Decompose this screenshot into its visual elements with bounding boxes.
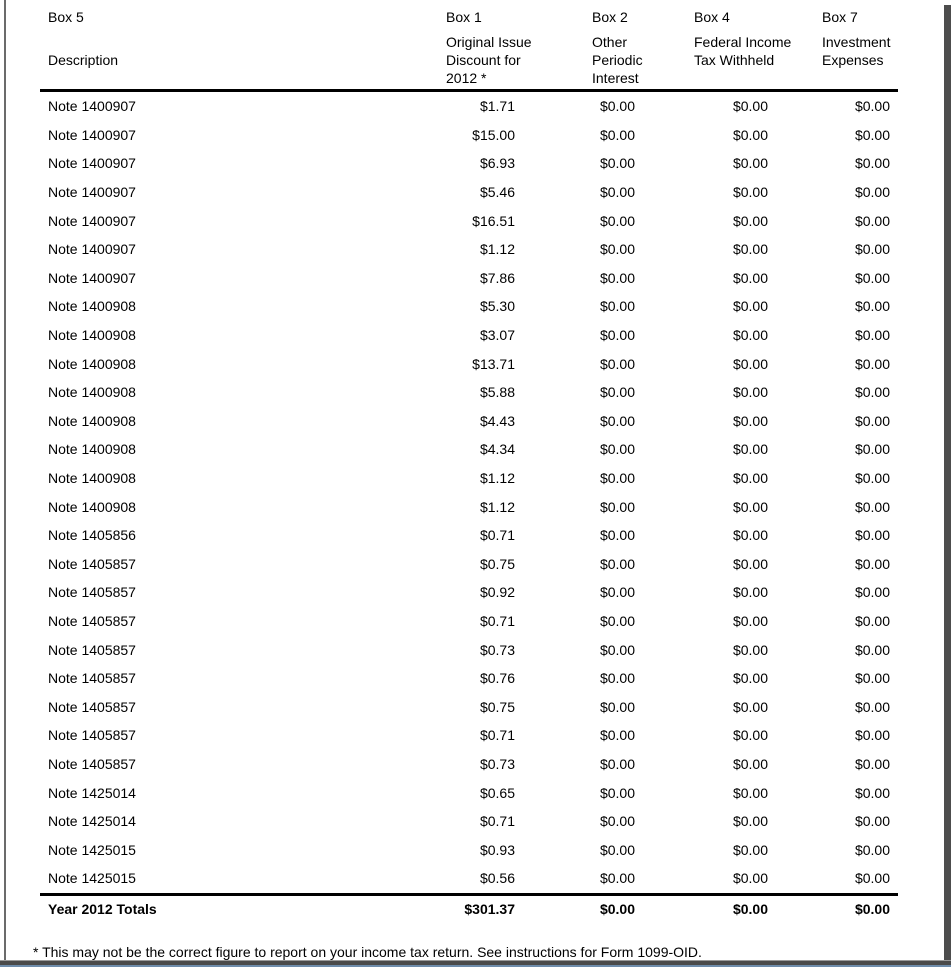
row-box2-value: $0.00 (599, 384, 635, 401)
row-box4-value: $0.00 (732, 212, 768, 229)
row-description: Note 1400907 (48, 155, 136, 172)
row-box4-value: $0.00 (732, 384, 768, 401)
row-box1-value: $7.86 (479, 269, 515, 286)
row-description: Note 1405857 (48, 555, 136, 572)
table-row (40, 464, 898, 493)
row-box7-value: $0.00 (854, 470, 890, 487)
row-description: Note 1400908 (48, 470, 136, 487)
row-box1-value: $1.12 (479, 470, 515, 487)
header-box7-label: Box 7 (822, 9, 858, 25)
row-box7-value: $0.00 (854, 670, 890, 687)
row-box4-value: $0.00 (732, 355, 768, 372)
row-box4-value: $0.00 (732, 298, 768, 315)
header-box2-line2: Periodic (592, 52, 643, 68)
row-box2-value: $0.00 (599, 155, 635, 172)
row-box2-value: $0.00 (599, 727, 635, 744)
row-description: Note 1400907 (48, 126, 136, 143)
row-box7-value: $0.00 (854, 698, 890, 715)
row-box1-value: $5.30 (479, 298, 515, 315)
row-box2-value: $0.00 (599, 241, 635, 258)
row-box2-value: $0.00 (599, 184, 635, 201)
row-box1-value: $0.71 (479, 612, 515, 629)
totals-box1-value: $301.37 (464, 900, 515, 917)
row-box4-value: $0.00 (732, 155, 768, 172)
row-box2-value: $0.00 (599, 412, 635, 429)
row-box1-value: $13.71 (472, 355, 515, 372)
row-box4-value: $0.00 (732, 612, 768, 629)
row-box1-value: $15.00 (472, 126, 515, 143)
row-box4-value: $0.00 (732, 241, 768, 258)
table-row (40, 235, 898, 264)
row-box7-value: $0.00 (854, 641, 890, 658)
row-box4-value: $0.00 (732, 327, 768, 344)
row-box4-value: $0.00 (732, 412, 768, 429)
totals-box2-value: $0.00 (599, 900, 635, 917)
header-box4 (694, 0, 822, 89)
table-row (40, 407, 898, 436)
row-box2-value: $0.00 (599, 584, 635, 601)
row-box2-value: $0.00 (599, 126, 635, 143)
header-box7-line1: Investment (822, 34, 891, 50)
row-box7-value: $0.00 (854, 212, 890, 229)
row-box7-value: $0.00 (854, 527, 890, 544)
row-box1-value: $0.76 (479, 670, 515, 687)
row-box4-value: $0.00 (732, 584, 768, 601)
totals-box4-value: $0.00 (732, 900, 768, 917)
row-box2-value: $0.00 (599, 555, 635, 572)
header-box7 (822, 0, 898, 89)
row-box7-value: $0.00 (854, 241, 890, 258)
table-row (40, 321, 898, 350)
header-box1-label: Box 1 (446, 9, 482, 25)
row-box7-value: $0.00 (854, 813, 890, 830)
row-box2-value: $0.00 (599, 841, 635, 858)
row-box1-value: $3.07 (479, 327, 515, 344)
row-box2-value: $0.00 (599, 498, 635, 515)
table-row (40, 521, 898, 550)
table-row (40, 178, 898, 207)
row-box4-value: $0.00 (732, 269, 768, 286)
row-box1-value: $0.73 (479, 755, 515, 772)
row-box2-value: $0.00 (599, 870, 635, 887)
row-box7-value: $0.00 (854, 727, 890, 744)
header-description (40, 0, 446, 89)
table-row (40, 578, 898, 607)
row-description: Note 1400907 (48, 241, 136, 258)
oid-statement-table (40, 0, 898, 922)
header-box1-line3: 2012 * (446, 70, 487, 86)
row-box4-value: $0.00 (732, 670, 768, 687)
header-box4-label: Box 4 (694, 9, 730, 25)
row-description: Note 1405857 (48, 755, 136, 772)
vertical-scrollbar[interactable] (944, 5, 951, 967)
header-box5-label: Box 5 (48, 9, 84, 25)
table-body (40, 92, 898, 893)
row-box2-value: $0.00 (599, 98, 635, 115)
row-description: Note 1400907 (48, 98, 136, 115)
header-box4-line1: Federal Income (694, 34, 792, 50)
row-box2-value: $0.00 (599, 755, 635, 772)
row-box7-value: $0.00 (854, 498, 890, 515)
row-description: Note 1405857 (48, 670, 136, 687)
row-box2-value: $0.00 (599, 698, 635, 715)
row-box2-value: $0.00 (599, 441, 635, 458)
row-box2-value: $0.00 (599, 527, 635, 544)
table-row (40, 807, 898, 836)
row-box2-value: $0.00 (599, 327, 635, 344)
row-box7-value: $0.00 (854, 441, 890, 458)
table-row (40, 607, 898, 636)
row-box4-value: $0.00 (732, 813, 768, 830)
row-box7-value: $0.00 (854, 555, 890, 572)
table-row (40, 778, 898, 807)
table-row (40, 92, 898, 121)
row-box7-value: $0.00 (854, 269, 890, 286)
row-description: Note 1405857 (48, 641, 136, 658)
header-box7-line2: Expenses (822, 52, 884, 68)
row-box7-value: $0.00 (854, 327, 890, 344)
row-box1-value: $1.71 (479, 98, 515, 115)
row-box4-value: $0.00 (732, 527, 768, 544)
row-box1-value: $5.46 (479, 184, 515, 201)
table-row (40, 664, 898, 693)
header-box1-line2: Discount for (446, 52, 521, 68)
row-box7-value: $0.00 (854, 612, 890, 629)
row-box7-value: $0.00 (854, 412, 890, 429)
totals-label: Year 2012 Totals (48, 900, 157, 917)
row-box7-value: $0.00 (854, 755, 890, 772)
row-description: Note 1425015 (48, 870, 136, 887)
table-row (40, 492, 898, 521)
row-box2-value: $0.00 (599, 298, 635, 315)
row-description: Note 1400907 (48, 212, 136, 229)
row-description: Note 1400908 (48, 441, 136, 458)
footnote-text: * This may not be the correct figure to report on your income tax return. See instructions for Form 1099-OID. (33, 944, 702, 960)
row-box1-value: $0.75 (479, 555, 515, 572)
table-row (40, 435, 898, 464)
row-box4-value: $0.00 (732, 126, 768, 143)
row-box1-value: $0.93 (479, 841, 515, 858)
table-row (40, 121, 898, 150)
row-box1-value: $0.75 (479, 698, 515, 715)
header-box2-label: Box 2 (592, 9, 628, 25)
row-box2-value: $0.00 (599, 612, 635, 629)
header-box4-line2: Tax Withheld (694, 52, 775, 68)
table-row (40, 550, 898, 579)
row-box7-value: $0.00 (854, 384, 890, 401)
row-box4-value: $0.00 (732, 184, 768, 201)
row-box1-value: $0.65 (479, 784, 515, 801)
row-box2-value: $0.00 (599, 212, 635, 229)
row-box2-value: $0.00 (599, 269, 635, 286)
row-box7-value: $0.00 (854, 584, 890, 601)
row-box2-value: $0.00 (599, 355, 635, 372)
table-row (40, 264, 898, 293)
window-left-border (4, 0, 6, 960)
row-box1-value: $16.51 (472, 212, 515, 229)
row-description: Note 1400908 (48, 412, 136, 429)
table-row (40, 750, 898, 779)
row-box7-value: $0.00 (854, 155, 890, 172)
row-description: Note 1405857 (48, 727, 136, 744)
table-row (40, 149, 898, 178)
row-box1-value: $0.56 (479, 870, 515, 887)
row-box1-value: $0.71 (479, 527, 515, 544)
totals-row (40, 896, 898, 922)
row-box1-value: $5.88 (479, 384, 515, 401)
row-box4-value: $0.00 (732, 441, 768, 458)
table-row (40, 692, 898, 721)
row-box1-value: $4.43 (479, 412, 515, 429)
row-box4-value: $0.00 (732, 784, 768, 801)
row-description: Note 1405857 (48, 584, 136, 601)
row-box2-value: $0.00 (599, 470, 635, 487)
row-box7-value: $0.00 (854, 184, 890, 201)
row-box2-value: $0.00 (599, 784, 635, 801)
row-description: Note 1405857 (48, 698, 136, 715)
header-box1 (446, 0, 592, 89)
row-box7-value: $0.00 (854, 355, 890, 372)
row-box1-value: $0.92 (479, 584, 515, 601)
row-box7-value: $0.00 (854, 870, 890, 887)
row-box4-value: $0.00 (732, 498, 768, 515)
row-box2-value: $0.00 (599, 813, 635, 830)
row-description: Note 1425014 (48, 813, 136, 830)
table-row (40, 206, 898, 235)
header-box2-line3: Interest (592, 70, 639, 86)
row-description: Note 1405856 (48, 527, 136, 544)
table-header (40, 0, 898, 89)
row-description: Note 1425014 (48, 784, 136, 801)
row-box1-value: $0.73 (479, 641, 515, 658)
row-description: Note 1400908 (48, 355, 136, 372)
row-box4-value: $0.00 (732, 727, 768, 744)
row-box4-value: $0.00 (732, 698, 768, 715)
header-description-label: Description (48, 52, 119, 68)
row-box7-value: $0.00 (854, 784, 890, 801)
row-box4-value: $0.00 (732, 641, 768, 658)
row-box1-value: $4.34 (479, 441, 515, 458)
row-box1-value: $1.12 (479, 498, 515, 515)
table-row (40, 635, 898, 664)
row-description: Note 1400908 (48, 498, 136, 515)
row-box4-value: $0.00 (732, 98, 768, 115)
row-description: Note 1400907 (48, 184, 136, 201)
table-row (40, 835, 898, 864)
row-box2-value: $0.00 (599, 641, 635, 658)
row-box4-value: $0.00 (732, 555, 768, 572)
row-description: Note 1425015 (48, 841, 136, 858)
row-box2-value: $0.00 (599, 670, 635, 687)
header-box2-line1: Other (592, 34, 628, 50)
header-box1-line1: Original Issue (446, 34, 532, 50)
table-row (40, 721, 898, 750)
row-box1-value: $6.93 (479, 155, 515, 172)
row-box4-value: $0.00 (732, 841, 768, 858)
row-box7-value: $0.00 (854, 841, 890, 858)
row-box1-value: $0.71 (479, 727, 515, 744)
row-description: Note 1400908 (48, 384, 136, 401)
window-bottom-border (0, 960, 951, 967)
row-description: Note 1400908 (48, 298, 136, 315)
row-description: Note 1400907 (48, 269, 136, 286)
table-row (40, 864, 898, 893)
row-box7-value: $0.00 (854, 298, 890, 315)
row-box4-value: $0.00 (732, 470, 768, 487)
row-description: Note 1400908 (48, 327, 136, 344)
row-box4-value: $0.00 (732, 755, 768, 772)
row-box1-value: $0.71 (479, 813, 515, 830)
table-row (40, 292, 898, 321)
row-box7-value: $0.00 (854, 98, 890, 115)
table-row (40, 349, 898, 378)
totals-box7-value: $0.00 (854, 900, 890, 917)
row-box7-value: $0.00 (854, 126, 890, 143)
row-box4-value: $0.00 (732, 870, 768, 887)
header-box2 (592, 0, 694, 89)
table-row (40, 378, 898, 407)
row-box1-value: $1.12 (479, 241, 515, 258)
row-description: Note 1405857 (48, 612, 136, 629)
